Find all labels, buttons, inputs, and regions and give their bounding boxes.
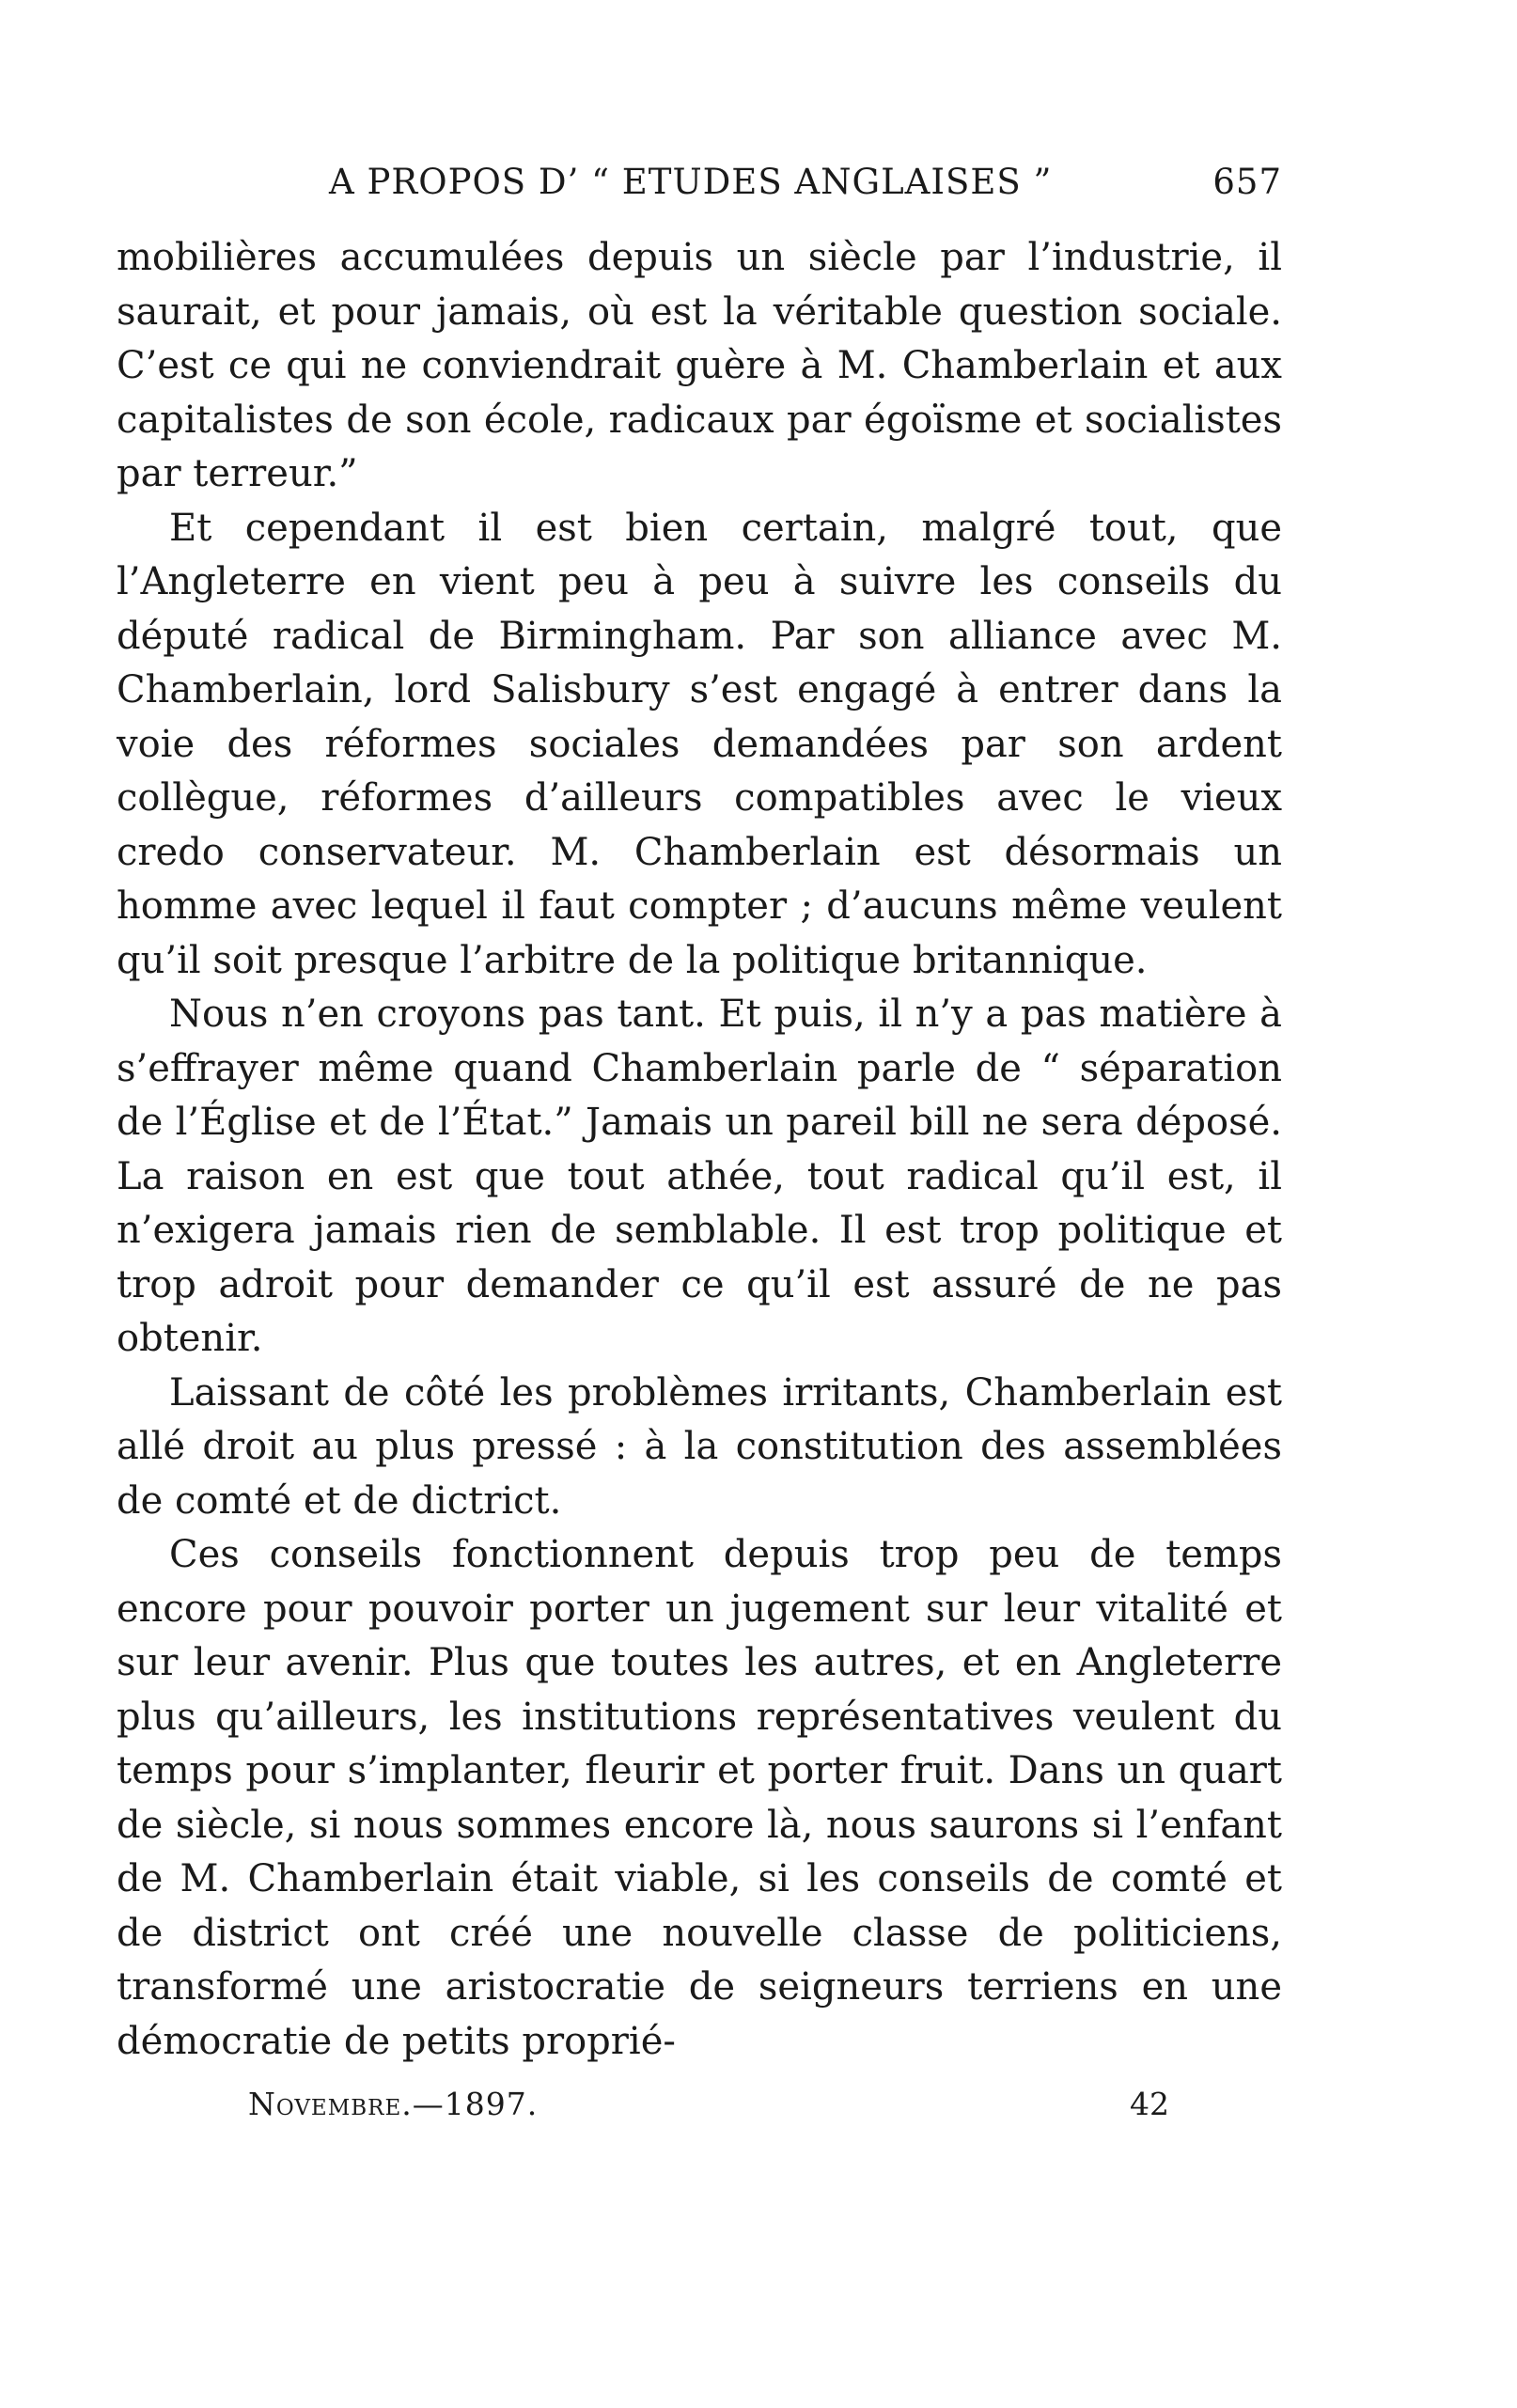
page-footer — [117, 2086, 1282, 2133]
paragraph-county-assemblies: Laissant de côté les problèmes irritants, Chamberlain est allé droit au plus pressé : à la constitution des assemblées de comté et de dictrict. — [117, 1370, 1282, 1523]
running-head — [117, 150, 1282, 207]
paragraph-continuation: mobilières accumulées depuis un siècle par l’industrie, il saurait, et pour jamais, où est la véritable question sociale. C’est ce qui ne conviendrait guère à M. Chamberlain et aux capitalistes de son école, radicaux par égoïsme et socialistes par terreur.” — [117, 236, 1282, 495]
book-page — [117, 150, 1282, 2133]
body-text — [117, 231, 1282, 2069]
paragraph-separation-church-state: Nous n’en croyons pas tant. Et puis, il n’y a pas matière à s’effrayer même quand Chamberlain parle de “ séparation de l’Église et de l’État.” Jamais un pareil bill ne sera déposé. La raison en est que tout athée, tout radical qu’il est, il n’exigera jamais rien de semblable. Il est trop politique et trop adroit pour demander ce qu’il est assuré de ne pas obtenir. — [117, 993, 1282, 1360]
running-head-title: A PROPOS D’ “ ETUDES ANGLAISES ” — [329, 162, 1053, 202]
paragraph-councils-future: Ces conseils fonctionnent depuis trop peu de temps encore pour pouvoir porter un jugement sur leur vitalité et sur leur avenir. Plus que toutes les autres, et en Angleterre plus qu’ailleurs, les institutions représentatives veulent du temps pour s’implanter, fleurir et porter fruit. Dans un quart de siècle, si nous sommes encore là, nous saurons si l’enfant de M. Chamberlain était viable, si les conseils de comté et de district ont créé une nouvelle classe de politiciens, transformé une aristocratie de seigneurs terriens en une démocratie de petits proprié- — [117, 1533, 1282, 2063]
paragraph-chamberlain-influence: Et cependant il est bien certain, malgré tout, que l’Angleterre en vient peu à peu à suivre les conseils du député radical de Birmingham. Par son alliance avec M. Chamberlain, lord Salisbury s’est engagé à entrer dans la voie des réformes sociales demandées par son ardent collègue, réformes d’ailleurs compatibles avec le vieux credo conservateur. M. Chamberlain est désormais un homme avec lequel il faut compter ; d’aucuns même veulent qu’il soit presque l’arbitre de la politique britannique. — [117, 506, 1282, 982]
page-number: 657 — [1212, 162, 1282, 202]
footer-signature: Novembre.—1897. — [248, 2086, 539, 2122]
footer-sheet-number: 42 — [1130, 2086, 1169, 2122]
